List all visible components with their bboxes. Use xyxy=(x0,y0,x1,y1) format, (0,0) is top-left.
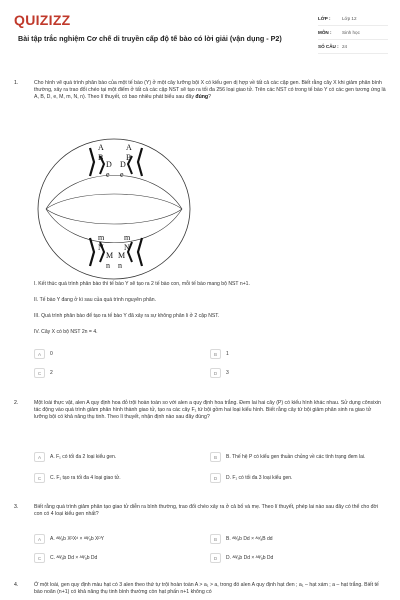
option-letter: D xyxy=(210,368,221,378)
question-number: 1. xyxy=(14,80,19,86)
option-text: C. F₁ tạo ra tối đa 4 loại giao tử. xyxy=(50,475,121,481)
gene-label: m xyxy=(98,233,105,242)
statement-list xyxy=(34,276,384,340)
chromosome xyxy=(138,238,142,266)
meta-key: MÔN : xyxy=(318,30,332,35)
option-letter: B xyxy=(210,452,221,462)
document-header xyxy=(0,0,400,62)
option-text: C. ᴬᴮ⁄ₐb Dd × ᴬᴮ⁄ₐb Dd xyxy=(50,555,98,561)
meta-key: SỐ CÂU : xyxy=(318,44,339,49)
gene-label: n xyxy=(106,261,110,270)
meta-value: Lớp 12 xyxy=(342,16,357,21)
answer-option-a[interactable] xyxy=(34,532,210,546)
option-text: 3 xyxy=(226,370,229,376)
option-letter: A xyxy=(34,349,45,359)
question-text: Cho hình vẽ quá trình phân bào của một tế bào (Y) ở một cây lưỡng bội X có kiểu gen dị hợp về tất cả các cặp gen. Biết rằng cây X khi giảm phân bình thường, xảy ra trao đổi chéo tại một điểm ở tất cả các cặp NST sẽ tạo ra tối đa 256 loại giao tử. Trên các NST có trong tế bào Y có các gen tương ứng là A, B, D, e, M, m, N, n). Theo lí thuyết, có bao nhiêu phát biểu sau đây đúng? xyxy=(34,80,386,100)
page-title: Bài tập trắc nghiệm Cơ chế di truyền cấp độ tế bào có lời giải (vận dụng - P2) xyxy=(18,34,282,43)
option-letter: A xyxy=(34,452,45,462)
option-letter: B xyxy=(210,349,221,359)
answer-option-c[interactable] xyxy=(34,366,210,380)
statement: I. Kết thúc quá trình phân bào thì tế bào Y sẽ tạo ra 2 tế bào con, mỗi tế bào mang bộ NST n+1. xyxy=(34,281,250,287)
meta-row-count xyxy=(318,40,388,54)
gene-label: D xyxy=(106,160,112,169)
statement: II. Tế bào Y đang ở kì sau của quá trình nguyên phân. xyxy=(34,297,157,303)
cell-division-diagram xyxy=(34,134,194,284)
answer-option-d[interactable] xyxy=(210,551,386,565)
answer-options xyxy=(34,347,386,385)
answer-options xyxy=(34,448,386,490)
answer-option-b[interactable] xyxy=(210,448,386,466)
meta-value: 24 xyxy=(342,44,348,49)
question-2 xyxy=(14,400,386,421)
gene-label: M xyxy=(106,251,114,260)
brand-logo[interactable]: QUIZIZZ xyxy=(14,12,71,28)
chromosome xyxy=(90,148,94,176)
meta-table xyxy=(318,12,388,54)
question-3 xyxy=(14,504,386,518)
gene-label: A xyxy=(98,143,104,152)
answer-options xyxy=(34,532,386,570)
question-number: 2. xyxy=(14,400,19,406)
question-text: Ở một loài, gen quy định màu hạt có 3 alen theo thứ tự trội hoàn toàn A > a₁ > a, trong đó alen A quy định hạt đen ; a₁ – hạt xám ; a – hạt trắng. Biết tế bào noãn (n+1) có khả năng thụ tinh bình thường còn hạt phấn n+1 không có xyxy=(34,582,379,595)
gene-label: N xyxy=(98,243,104,252)
answer-option-c[interactable] xyxy=(34,471,210,485)
cell-outline xyxy=(38,139,190,279)
gene-label: m xyxy=(124,233,131,242)
question-text: Một loài thực vật, alen A quy định hoa đỏ trội hoàn toàn so với alen a quy định hoa trắng. Đem lai hai cây (P) có kiểu hình khác nhau. Sử dụng cônsixin tác động vào quá trình giảm phân hình thành giao tử, tạo ra các cây F₁ tứ bội gồm hai loại kiểu hình. Biết rằng cây tứ bội giảm phân sinh ra giao tử lưỡng bội có khả năng thụ tinh. Theo lí thuyết, nhận định nào sau đây đúng? xyxy=(34,400,381,420)
option-text: 2 xyxy=(50,370,53,376)
chromosome xyxy=(90,238,94,266)
spindle-fiber xyxy=(46,194,182,209)
answer-option-c[interactable] xyxy=(34,551,210,565)
gene-label: D xyxy=(120,160,126,169)
spindle-fiber xyxy=(46,209,182,224)
answer-option-d[interactable] xyxy=(210,366,386,380)
statement: III. Quá trình phân bào để tạo ra tế bào Y đã xảy ra sự không phân li ở 2 cặp NST. xyxy=(34,313,220,319)
question-number: 4. xyxy=(14,582,19,588)
option-text: B. ᴬᴮ⁄ₐb Dd × ᴬᵇ⁄ₐB dd xyxy=(226,536,273,542)
gene-label: N xyxy=(124,243,130,252)
option-letter: A xyxy=(34,534,45,544)
meta-key: LỚP : xyxy=(318,16,331,21)
option-letter: D xyxy=(210,553,221,563)
option-letter: D xyxy=(210,473,221,483)
gene-label: e xyxy=(106,170,110,179)
answer-option-b[interactable] xyxy=(210,532,386,546)
statement: IV. Cây X có bộ NST 2n = 4. xyxy=(34,329,98,335)
option-text: A. ᴬᴮ⁄ₐb XᴰXᵈ × ᴬᴮ⁄ₐb XᴰY xyxy=(50,536,104,542)
spindle-fiber xyxy=(46,175,182,209)
question-number: 3. xyxy=(14,504,19,510)
meta-row-class xyxy=(318,12,388,26)
option-text: 1 xyxy=(226,351,229,357)
option-text: B. Thế hệ P có kiểu gen thuần chủng về các tính trạng đem lai. xyxy=(226,454,366,460)
option-letter: C xyxy=(34,473,45,483)
option-letter: C xyxy=(34,368,45,378)
option-text: 0 xyxy=(50,351,53,357)
chromosome xyxy=(138,148,142,176)
answer-option-b[interactable] xyxy=(210,347,386,361)
answer-option-a[interactable] xyxy=(34,448,210,466)
question-4 xyxy=(14,582,386,596)
option-text: D. ᴬᴮ⁄ₐb Dd × ᴬᴮ⁄ₐb Dd xyxy=(226,555,274,561)
gene-label: e xyxy=(120,170,124,179)
gene-label: B xyxy=(126,153,132,162)
answer-option-a[interactable] xyxy=(34,347,210,361)
question-text: Biết rằng quá trình giảm phân tạo giao tử diễn ra bình thường, trao đổi chéo xảy ra ở cả bố và mẹ. Theo lí thuyết, phép lai nào sau đây có thể cho đời con có 4 loại kiểu gen nhất? xyxy=(34,504,379,517)
gene-label: B xyxy=(98,153,104,162)
gene-label: A xyxy=(126,143,132,152)
option-letter: C xyxy=(34,553,45,563)
meta-value: Sinh học xyxy=(342,30,360,35)
question-1 xyxy=(14,80,386,101)
option-letter: B xyxy=(210,534,221,544)
spindle-fiber xyxy=(46,209,182,243)
gene-label: n xyxy=(118,261,122,270)
gene-label: M xyxy=(118,251,126,260)
answer-option-d[interactable] xyxy=(210,471,386,485)
option-text: D. F₁ có tối đa 3 loại kiểu gen. xyxy=(226,475,293,481)
meta-row-subject xyxy=(318,26,388,40)
option-text: A. F₁ có tối đa 2 loại kiểu gen. xyxy=(50,454,117,460)
